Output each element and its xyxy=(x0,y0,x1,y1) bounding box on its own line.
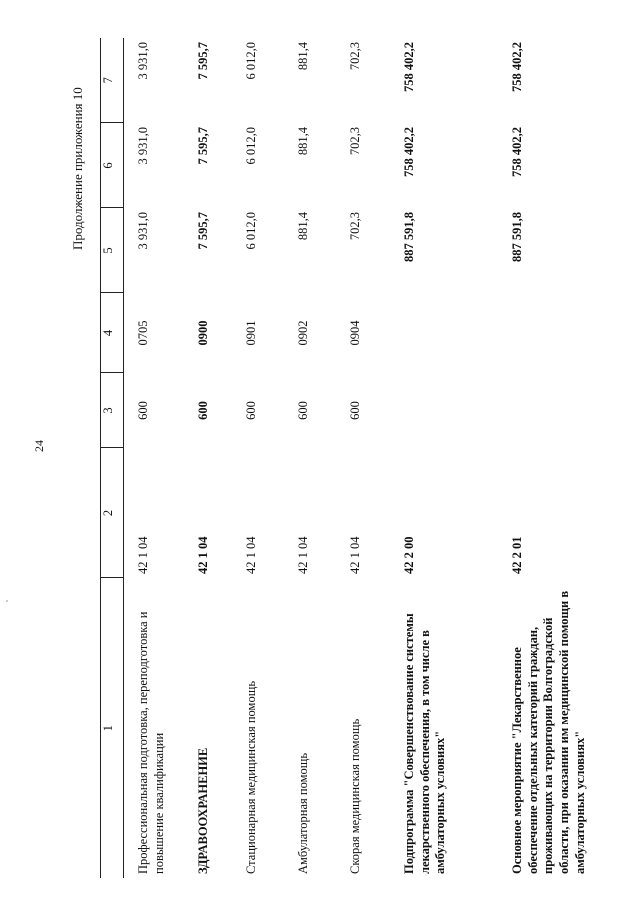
row-section xyxy=(392,293,500,373)
table-row xyxy=(236,38,288,878)
row-value-6: 758 402,2 xyxy=(402,127,416,177)
row-name: Стационарная медицинская помощь xyxy=(244,680,258,874)
row-type: 600 xyxy=(244,401,258,420)
row-type xyxy=(392,373,500,448)
row-code: 42 1 04 xyxy=(296,536,310,574)
row-value-7: 881,4 xyxy=(296,42,310,71)
budget-table xyxy=(100,38,640,878)
header-col-2: 2 xyxy=(101,448,124,578)
row-value-5: 887 591,8 xyxy=(402,212,416,262)
row-value-6: 881,4 xyxy=(296,127,310,156)
row-type xyxy=(500,373,640,448)
appendix-continuation-note: Продолжение приложения 10 xyxy=(70,87,85,250)
row-value-5: 702,3 xyxy=(348,212,362,241)
row-value-6: 758 402,2 xyxy=(510,127,524,177)
row-code: 42 1 04 xyxy=(136,536,150,574)
row-section: 0900 xyxy=(196,320,210,346)
row-code: 42 1 04 xyxy=(196,536,210,574)
page-number: 24 xyxy=(32,440,46,452)
row-code: 42 1 04 xyxy=(348,536,362,574)
row-name: Скорая медицинская помощь xyxy=(348,718,362,874)
row-name: ЗДРАВООХРАНЕНИЕ xyxy=(196,747,210,874)
row-value-5: 3 931,0 xyxy=(136,212,150,250)
row-name: Основное мероприятие "Лекарственное обеспечение отдельных категорий граждан, проживающих на территории Волгоградской области, при оказании им медицинской помощи в амбулаторных условиях" xyxy=(510,590,587,874)
row-value-6: 702,3 xyxy=(348,127,362,156)
table-row xyxy=(500,38,640,878)
header-col-6: 6 xyxy=(101,123,124,208)
table-row xyxy=(340,38,392,878)
scan-speck xyxy=(6,600,8,602)
row-name: Подпрограмма "Совершенствование системы лекарственного обеспечения, в том числе в амбулаторных условиях" xyxy=(402,613,448,874)
row-value-5: 7 595,7 xyxy=(196,212,210,250)
table-row xyxy=(124,38,189,878)
row-section: 0901 xyxy=(244,320,258,346)
table-row xyxy=(288,38,340,878)
row-type: 600 xyxy=(136,401,150,420)
row-section: 0902 xyxy=(296,320,310,346)
row-value-7: 758 402,2 xyxy=(402,42,416,92)
row-code: 42 2 01 xyxy=(510,536,524,574)
budget-table-container xyxy=(100,38,610,878)
header-col-1: 1 xyxy=(101,578,124,878)
row-type: 600 xyxy=(196,401,210,420)
row-value-7: 702,3 xyxy=(348,42,362,71)
row-value-7: 7 595,7 xyxy=(196,42,210,80)
row-code: 42 2 00 xyxy=(402,536,416,574)
row-value-6: 7 595,7 xyxy=(196,127,210,165)
header-col-7: 7 xyxy=(101,38,124,123)
header-col-4: 4 xyxy=(101,293,124,373)
table-row xyxy=(188,38,236,878)
header-row xyxy=(101,38,124,878)
row-name: Амбулаторная помощь xyxy=(296,752,310,874)
row-section: 0705 xyxy=(136,320,150,346)
row-type: 600 xyxy=(348,401,362,420)
row-value-7: 3 931,0 xyxy=(136,42,150,80)
row-name: Профессиональная подготовка, переподготовка и повышение квалификации xyxy=(136,611,166,874)
row-value-5: 887 591,8 xyxy=(510,212,524,262)
row-value-6: 6 012,0 xyxy=(244,127,258,165)
row-value-5: 6 012,0 xyxy=(244,212,258,250)
header-col-3: 3 xyxy=(101,373,124,448)
row-section: 0904 xyxy=(348,320,362,346)
row-code: 42 1 04 xyxy=(244,536,258,574)
row-value-6: 3 931,0 xyxy=(136,127,150,165)
header-col-5: 5 xyxy=(101,208,124,293)
row-value-7: 6 012,0 xyxy=(244,42,258,80)
row-type: 600 xyxy=(296,401,310,420)
table-row xyxy=(392,38,500,878)
row-value-5: 881,4 xyxy=(296,212,310,241)
row-section xyxy=(500,293,640,373)
row-value-7: 758 402,2 xyxy=(510,42,524,92)
